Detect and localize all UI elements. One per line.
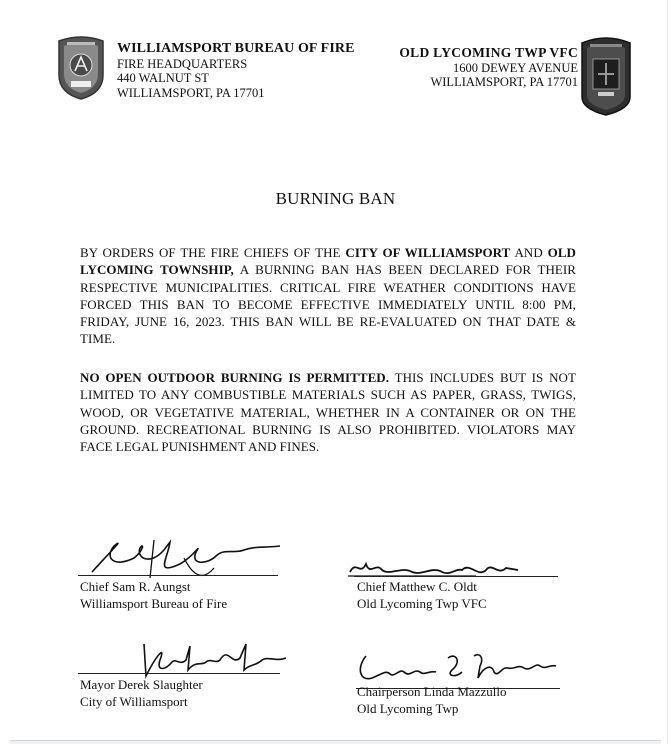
- address-line: 1600 DEWEY AVENUE: [453, 60, 578, 75]
- signatory-name: Chief Matthew C. Oldt: [357, 579, 477, 594]
- signatory-name: Chief Sam R. Aungst: [80, 579, 191, 594]
- fire-department-shield-logo-icon: [55, 35, 107, 101]
- text-run: THIS INCLUDES BUT IS NOT LIMITED TO ANY COMBUSTIBLE MATERIALS SUCH AS PAPER, GRASS, TWIGS, WOOD, OR VEGETATIVE MATERIAL, WHETHER IN A CONTAINER OR ON THE GROUND. RECREATIONAL BURNING IS ALSO PROHIBITED. VIOLATORS MAY FACE LEGAL PUNISHMENT AND FINES.: [80, 370, 576, 455]
- org-name-williamsport-bureau: WILLIAMSPORT BUREAU OF FIRE: [117, 41, 355, 56]
- signatory-org: Old Lycoming Twp: [357, 701, 459, 716]
- page-bottom-edge: [10, 740, 661, 744]
- bold-city-of-williamsport: CITY OF WILLIAMSPORT: [345, 245, 511, 260]
- address-line: WILLIAMSPORT, PA 17701: [117, 85, 265, 100]
- header-left-address: [117, 42, 355, 100]
- paragraph-burning-ban-order: [80, 244, 576, 348]
- document-title: BURNING BAN: [275, 189, 396, 208]
- paragraph-no-open-burning: [80, 369, 576, 455]
- signatory-name: Chairperson Linda Mazzullo: [357, 684, 507, 699]
- volunteer-fire-company-badge-logo-icon: [580, 35, 632, 117]
- page-edge: [667, 0, 668, 744]
- address-line: 440 WALNUT ST: [117, 71, 209, 85]
- address-line: WILLIAMSPORT, PA 17701: [430, 75, 578, 89]
- bold-no-open-burning: NO OPEN OUTDOOR BURNING IS PERMITTED.: [80, 370, 390, 385]
- signatory-name: Mayor Derek Slaughter: [80, 677, 203, 692]
- signatory-org: City of Williamsport: [80, 694, 188, 709]
- signature-line: [354, 576, 558, 577]
- signatory-block: [357, 578, 487, 612]
- signatory-block: [357, 683, 506, 717]
- header-right-address: [399, 46, 578, 90]
- signatory-block: [80, 578, 227, 612]
- bold-old-lycoming-township: OLD LYCOMING TOWNSHIP,: [80, 245, 576, 278]
- org-name-old-lycoming-vfc: OLD LYCOMING TWP VFC: [399, 45, 578, 60]
- signatory-block: [80, 676, 203, 710]
- signatory-org: Williamsport Bureau of Fire: [80, 596, 228, 611]
- signature-line: [78, 673, 280, 674]
- text-run: BY ORDERS OF THE FIRE CHIEFS OF THE: [80, 245, 346, 260]
- signature-line: [78, 575, 278, 576]
- signatory-org: Old Lycoming Twp VFC: [357, 596, 487, 611]
- text-run: A BURNING BAN HAS BEEN DECLARED FOR THEIR RESPECTIVE MUNICIPALITIES. CRITICAL FIRE WEATHER CONDITIONS HAVE FORCED THIS BAN TO BECOME EFFECTIVE IMMEDIATELY UNTIL 8:00 PM, FRIDAY, JUNE 16, 2023. THIS BAN WILL BE RE-EVALUATED ON THAT DATE & TIME.: [80, 262, 576, 347]
- text-run: AND: [510, 245, 548, 260]
- address-line: FIRE HEADQUARTERS: [117, 56, 248, 71]
